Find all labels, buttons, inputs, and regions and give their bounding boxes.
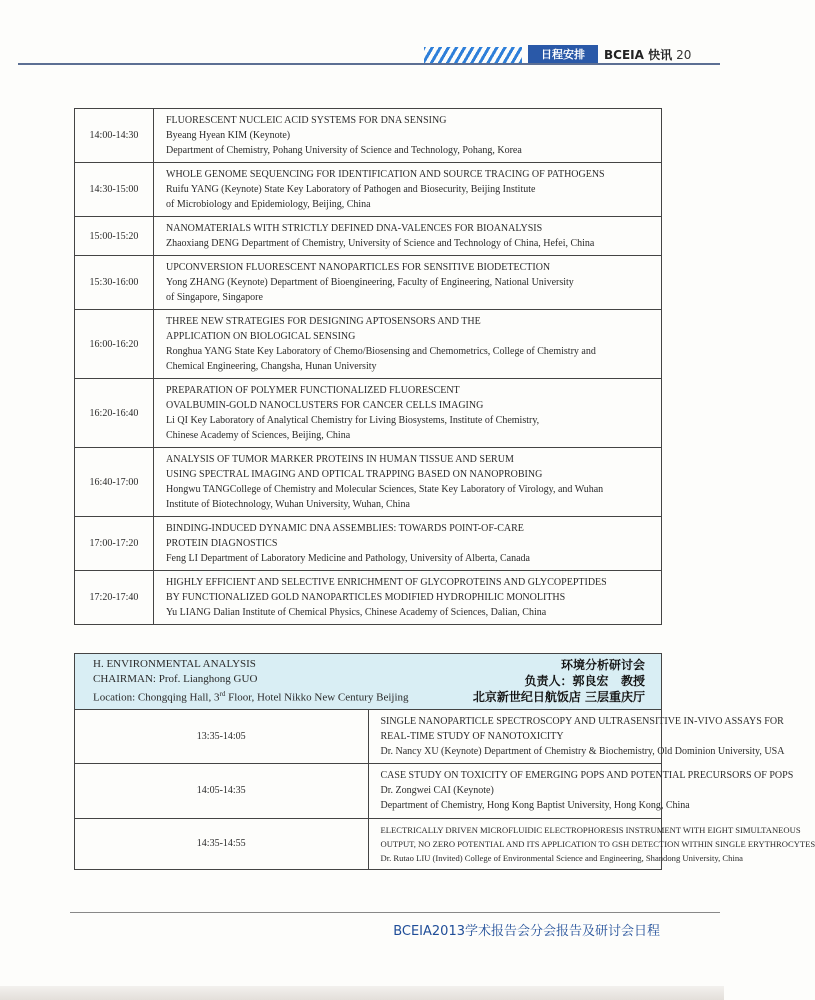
schedule-table-top [74, 108, 662, 625]
session-detail-line: REAL-TIME STUDY OF NANOTOXICITY [380, 730, 564, 742]
session-time: 16:40-17:00 [75, 448, 154, 517]
session-info [368, 818, 815, 869]
session-info [154, 163, 662, 217]
session-info [368, 709, 785, 763]
header-rule [18, 63, 720, 65]
session-title-line: WHOLE GENOME SEQUENCING FOR IDENTIFICATION AND SOURCE TRACING OF PATHOGENS [166, 169, 605, 180]
section-header-row [75, 654, 662, 710]
session-detail-line: of Singapore, Singapore [166, 292, 263, 303]
session-row [75, 763, 662, 818]
section-chairman: CHAIRMAN: Prof. Lianghong GUO [93, 673, 258, 685]
header-stripes-decoration [424, 47, 522, 63]
session-time: 13:35-14:05 [75, 709, 369, 763]
session-info [154, 379, 662, 448]
session-detail-line: Yu LIANG Dalian Institute of Chemical Physics, Chinese Academy of Sciences, Dalian, China [166, 607, 547, 618]
session-time: 17:20-17:40 [75, 571, 154, 625]
location-text-end: Floor, Hotel Nikko New Century Beijing [225, 691, 409, 704]
session-time: 17:00-17:20 [75, 517, 154, 571]
session-detail-line: USING SPECTRAL IMAGING AND OPTICAL TRAPPING BASED ON NANOPROBING [166, 469, 543, 480]
session-detail-line: Department of Chemistry, Hong Kong Baptist University, Hong Kong, China [380, 800, 690, 812]
session-detail-line: Institute of Biotechnology, Wuhan University, Wuhan, China [166, 499, 410, 510]
schedule-table-environmental-body [75, 654, 815, 870]
session-info [154, 109, 662, 163]
section-title: H. ENVIRONMENTAL ANALYSIS [93, 658, 256, 670]
session-time: 14:05-14:35 [75, 763, 369, 818]
session-title-line: NANOMATERIALS WITH STRICTLY DEFINED DNA-VALENCES FOR BIOANALYSIS [166, 223, 543, 234]
session-row [75, 217, 662, 256]
footer-title: BCEIA2013学术报告会分会报告及研讨会日程 [393, 924, 660, 939]
session-title-line: HIGHLY EFFICIENT AND SELECTIVE ENRICHMENT OF GLYCOPROTEINS AND GLYCOPEPTIDES [166, 577, 607, 588]
session-detail-line: Chemical Engineering, Changsha, Hunan University [166, 361, 377, 372]
session-detail-line: of Microbiology and Epidemiology, Beijing, China [166, 199, 371, 210]
session-detail-line: Chinese Academy of Sciences, Beijing, China [166, 430, 351, 441]
schedule-table-environmental [74, 653, 815, 870]
session-detail-line: Li QI Key Laboratory of Analytical Chemistry for Living Biosystems, Institute of Chemistry, [166, 415, 540, 426]
session-title-line: ELECTRICALLY DRIVEN MICROFLUIDIC ELECTROPHORESIS INSTRUMENT WITH EIGHT SIMULTANEOUS [380, 824, 801, 835]
session-info [154, 571, 662, 625]
session-info [154, 310, 662, 379]
session-detail-line: Byeang Hyean KIM (Keynote) [166, 130, 291, 141]
location-text-start: Location: Chongqing Hall, 3 [93, 691, 220, 704]
session-info [154, 256, 662, 310]
session-row [75, 256, 662, 310]
session-time: 14:00-14:30 [75, 109, 154, 163]
session-row [75, 709, 662, 763]
session-time: 15:30-16:00 [75, 256, 154, 310]
session-row [75, 163, 662, 217]
session-title-line: PREPARATION OF POLYMER FUNCTIONALIZED FLUORESCENT [166, 385, 460, 396]
session-detail-line: OUTPUT, NO ZERO POTENTIAL AND ITS APPLICATION TO GSH DETECTION WITHIN SINGLE ERYTHROCYTES [380, 838, 815, 849]
section-location-cn: 北京新世纪日航饭店 三层重庆厅 [472, 690, 645, 704]
header-section-badge: 日程安排 [528, 45, 598, 63]
schedule-table-top-body [75, 109, 662, 625]
session-detail-line: Feng LI Department of Laboratory Medicine and Pathology, University of Alberta, Canada [166, 553, 530, 564]
section-header-chinese [473, 657, 645, 705]
session-detail-line: Yong ZHANG (Keynote) Department of Bioengineering, Faculty of Engineering, National University [166, 277, 574, 288]
session-detail-line: Hongwu TANGCollege of Chemistry and Molecular Sciences, State Key Laboratory of Virology, and Wuhan [166, 484, 604, 495]
session-time: 14:30-15:00 [75, 163, 154, 217]
session-time: 16:00-16:20 [75, 310, 154, 379]
session-title-line: UPCONVERSION FLUORESCENT NANOPARTICLES FOR SENSITIVE BIODETECTION [166, 262, 551, 273]
session-detail-line: OVALBUMIN-GOLD NANOCLUSTERS FOR CANCER CELLS IMAGING [166, 400, 484, 411]
section-chair-cn: 负责人：郭良宏 教授 [524, 674, 645, 688]
session-title-line: BINDING-INDUCED DYNAMIC DNA ASSEMBLIES: TOWARDS POINT-OF-CARE [166, 523, 524, 534]
session-info [154, 217, 662, 256]
session-title-line: THREE NEW STRATEGIES FOR DESIGNING APTOSENSORS AND THE [166, 316, 481, 327]
session-row [75, 109, 662, 163]
session-row [75, 571, 662, 625]
session-time: 15:00-15:20 [75, 217, 154, 256]
session-row [75, 379, 662, 448]
session-time: 16:20-16:40 [75, 379, 154, 448]
session-title-line: FLUORESCENT NUCLEIC ACID SYSTEMS FOR DNA SENSING [166, 115, 447, 126]
session-detail-line: Department of Chemistry, Pohang University of Science and Technology, Pohang, Korea [166, 145, 522, 156]
session-row [75, 818, 662, 869]
section-header [93, 657, 653, 706]
section-header-cell [75, 654, 662, 710]
session-detail-line: APPLICATION ON BIOLOGICAL SENSING [166, 331, 356, 342]
session-info [154, 448, 662, 517]
page-number: 20 [676, 48, 692, 62]
header-brand [604, 46, 691, 63]
session-time: 14:35-14:55 [75, 818, 369, 869]
page-bottom-bar [0, 986, 724, 1000]
session-title-line: ANALYSIS OF TUMOR MARKER PROTEINS IN HUMAN TISSUE AND SERUM [166, 454, 514, 465]
session-row [75, 310, 662, 379]
session-info [154, 517, 662, 571]
footer-rule [70, 912, 720, 913]
section-title-cn: 环境分析研讨会 [560, 658, 645, 672]
session-info [368, 763, 794, 818]
brand-label: BCEIA 快讯 [604, 48, 673, 62]
session-title-line: CASE STUDY ON TOXICITY OF EMERGING POPS AND POTENTIAL PRECURSORS OF POPS [380, 770, 794, 782]
session-detail-line: Zhaoxiang DENG Department of Chemistry, University of Science and Technology of China, Hefei, China [166, 238, 595, 249]
session-row [75, 448, 662, 517]
session-detail-line: Ronghua YANG State Key Laboratory of Chemo/Biosensing and Chemometrics, College of Chemistry and [166, 346, 596, 357]
session-detail-line: Dr. Nancy XU (Keynote) Department of Chemistry & Biochemistry, Old Dominion University, USA [380, 745, 785, 757]
session-detail-line: Ruifu YANG (Keynote) State Key Laboratory of Pathogen and Biosecurity, Beijing Institute [166, 184, 536, 195]
session-title-line: SINGLE NANOPARTICLE SPECTROSCOPY AND ULTRASENSITIVE IN-VIVO ASSAYS FOR [380, 715, 784, 727]
session-detail-line: BY FUNCTIONALIZED GOLD NANOPARTICLES MODIFIED HYDROPHILIC MONOLITHS [166, 592, 566, 603]
session-row [75, 517, 662, 571]
session-detail-line: Dr. Rutao LIU (Invited) College of Environmental Science and Engineering, Shandong University, China [380, 852, 743, 863]
location-superscript: rd [219, 690, 226, 698]
session-detail-line: Dr. Zongwei CAI (Keynote) [380, 785, 494, 797]
session-detail-line: PROTEIN DIAGNOSTICS [166, 538, 278, 549]
